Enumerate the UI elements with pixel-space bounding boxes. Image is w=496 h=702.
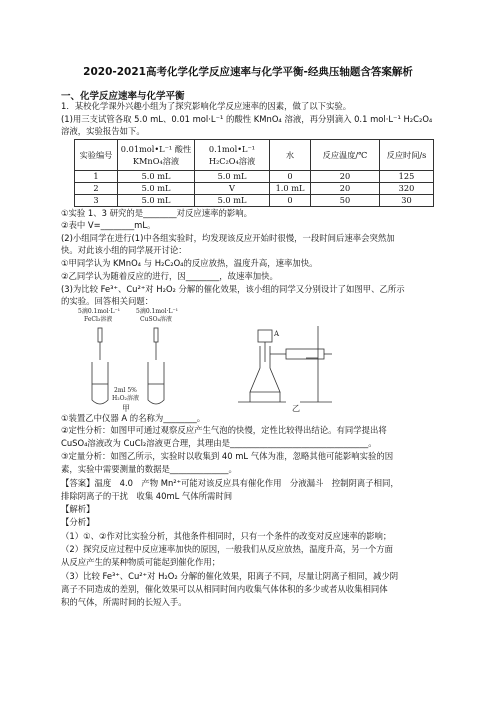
table-cell: 1.0 mL [270, 183, 311, 195]
separatory-funnel [258, 330, 272, 342]
figure-label: 5滴0.1mol·L⁻¹ [78, 308, 121, 315]
table-cell: 20 [311, 171, 380, 183]
table-header-cell: 反应温度/℃ [311, 140, 380, 171]
table-row [75, 183, 434, 195]
figure-label: CuSO₄溶液 [140, 316, 172, 323]
answer-line: 排除阴离子的干扰 收集 40mL 气体所需时间 [61, 491, 233, 501]
analysis-line: （3）比较 Fe³⁺、Cu²⁺对 H₂O₂ 分解的催化效果，阳离子不同，尽量让阴离子相同，减少阴 [61, 571, 399, 581]
table-cell: 320 [380, 183, 434, 195]
question-line: 快。对此该小组的同学展开讨论： [61, 245, 187, 255]
table-row [75, 171, 434, 183]
table-cell: 5.0 mL [118, 195, 195, 207]
figure-caption-jia: 甲 [122, 404, 130, 412]
figure-label-a: A [274, 330, 280, 338]
table-header-cell: 0.01mol•L⁻¹ 酸性KMnO₄溶液 [118, 140, 195, 171]
question-line: ①装置乙中仪器 A 的名称为________。 [61, 413, 206, 423]
analysis-line: （1）①、②作对比实验分析，其他条件相同时，只有一个条件的改变对反应速率的影响； [61, 531, 392, 541]
question-part1-line2: 溶液，实验报告如下。 [61, 126, 145, 136]
table-cell: 5.0 mL [118, 183, 195, 195]
table-cell: V [195, 183, 270, 195]
question-line: ②表中 V=________mL。 [61, 220, 156, 230]
question-line: ①实验 1、3 研究的是________对反应速率的影响。 [61, 208, 252, 218]
table-header-cell: 0.1mol•L⁻¹ H₂C₂O₄溶液 [195, 140, 270, 171]
table-cell: 5.0 mL [195, 171, 270, 183]
dropper-left [98, 328, 102, 342]
table-cell: 50 [311, 195, 380, 207]
table-cell: 0 [270, 195, 311, 207]
analysis-line: 离子不同造成的差别，催化效果可以从相同时间内收集气体体积的多少或者从收集相同体 [61, 584, 388, 594]
analysis-heading: 【解析】 [61, 504, 95, 514]
document-title: 2020-2021高考化学化学反应速率与化学平衡-经典压轴题含答案解析 [83, 66, 413, 78]
table-cell: 125 [380, 171, 434, 183]
table-cell: 30 [380, 195, 434, 207]
figure-label: FeCl₃溶液 [84, 316, 113, 323]
analysis-line: 从反应产生的某种物质可能起到催化作用； [61, 557, 221, 567]
question-line: CuSO₄溶液改为 CuCl₂溶液更合理，其理由是_________________________________。 [61, 438, 377, 448]
question-part1-line1: (1)用三支试管各取 5.0 mL、0.01 mol·L⁻¹ 的酸性 KMnO₄ 溶液，再分别滴入 0.1 mol·L⁻¹ H₂C₂O₄ [61, 114, 433, 124]
figure-caption-yi: 乙 [292, 404, 300, 412]
table-cell: 2 [75, 183, 118, 195]
question-line: ③定量分析：如图乙所示，实验时以收集到 40 mL 气体为准，忽略其他可能影响实验的因 [61, 451, 394, 461]
table-cell: 20 [311, 183, 380, 195]
table-row [75, 195, 434, 207]
table-header-cell: 水 [270, 140, 311, 171]
apparatus-figure [74, 306, 334, 412]
table-cell: 1 [75, 171, 118, 183]
figure-label: 5滴0.1mol·L⁻¹ [136, 308, 179, 315]
table-header-cell: 实验编号 [75, 140, 118, 171]
question-line: 的实验。回答相关问题： [61, 296, 154, 306]
test-tube-right [148, 362, 164, 404]
question-line: ②乙同学认为随着反应的进行，因________，故速率加快。 [61, 271, 278, 281]
fenxi-heading: 【分析】 [61, 517, 95, 527]
question-line: ②定性分析：如图甲可通过观察反应产生气泡的快慢，定性比较得出结论。有同学提出将 [61, 425, 387, 435]
answer-line: 【答案】温度 4.0 产物 Mn²⁺可能对该反应具有催化作用 分液漏斗 控制阴离子相同， [61, 478, 399, 488]
table-cell: 3 [75, 195, 118, 207]
question-line: ①甲同学认为 KMnO₄ 与 H₂C₂O₄的反应放热，温度升高，速率加快。 [61, 258, 318, 268]
question-line: (3)为比较 Fe³⁺、Cu²⁺对 H₂O₂ 分解的催化效果，该小组的同学又分别设计了如图甲、乙所示 [61, 284, 405, 294]
table-header-cell: 反应时间/s [380, 140, 434, 171]
analysis-line: （2）探究反应过程中反应速率加快的原因，一般我们从反应放热，温度升高，另一个方面 [61, 544, 393, 554]
question-line: 素，实验中需要测量的数据是______________。 [61, 464, 237, 474]
analysis-line: 积的气体，所需时间的长短入手。 [61, 597, 187, 607]
test-tube-left [92, 362, 108, 404]
experiment-table [74, 139, 434, 207]
figure-label: 2ml 5% [114, 387, 137, 394]
dropper-right [154, 328, 158, 342]
figure-label: H₂O₂溶液 [112, 395, 139, 402]
table-header-row [75, 140, 434, 171]
question-intro: 1．某校化学课外兴趣小组为了探究影响化学反应速率的因素，做了以下实验。 [61, 101, 352, 111]
table-cell: 5.0 mL [195, 195, 270, 207]
table-cell: 5.0 mL [118, 171, 195, 183]
question-line: (2)小组同学在进行(1)中各组实验时，均发现该反应开始时很慢，一段时间后速率会突然加 [61, 233, 395, 243]
section-heading: 一、化学反应速率与化学平衡 [61, 91, 185, 102]
table-cell: 0 [270, 171, 311, 183]
